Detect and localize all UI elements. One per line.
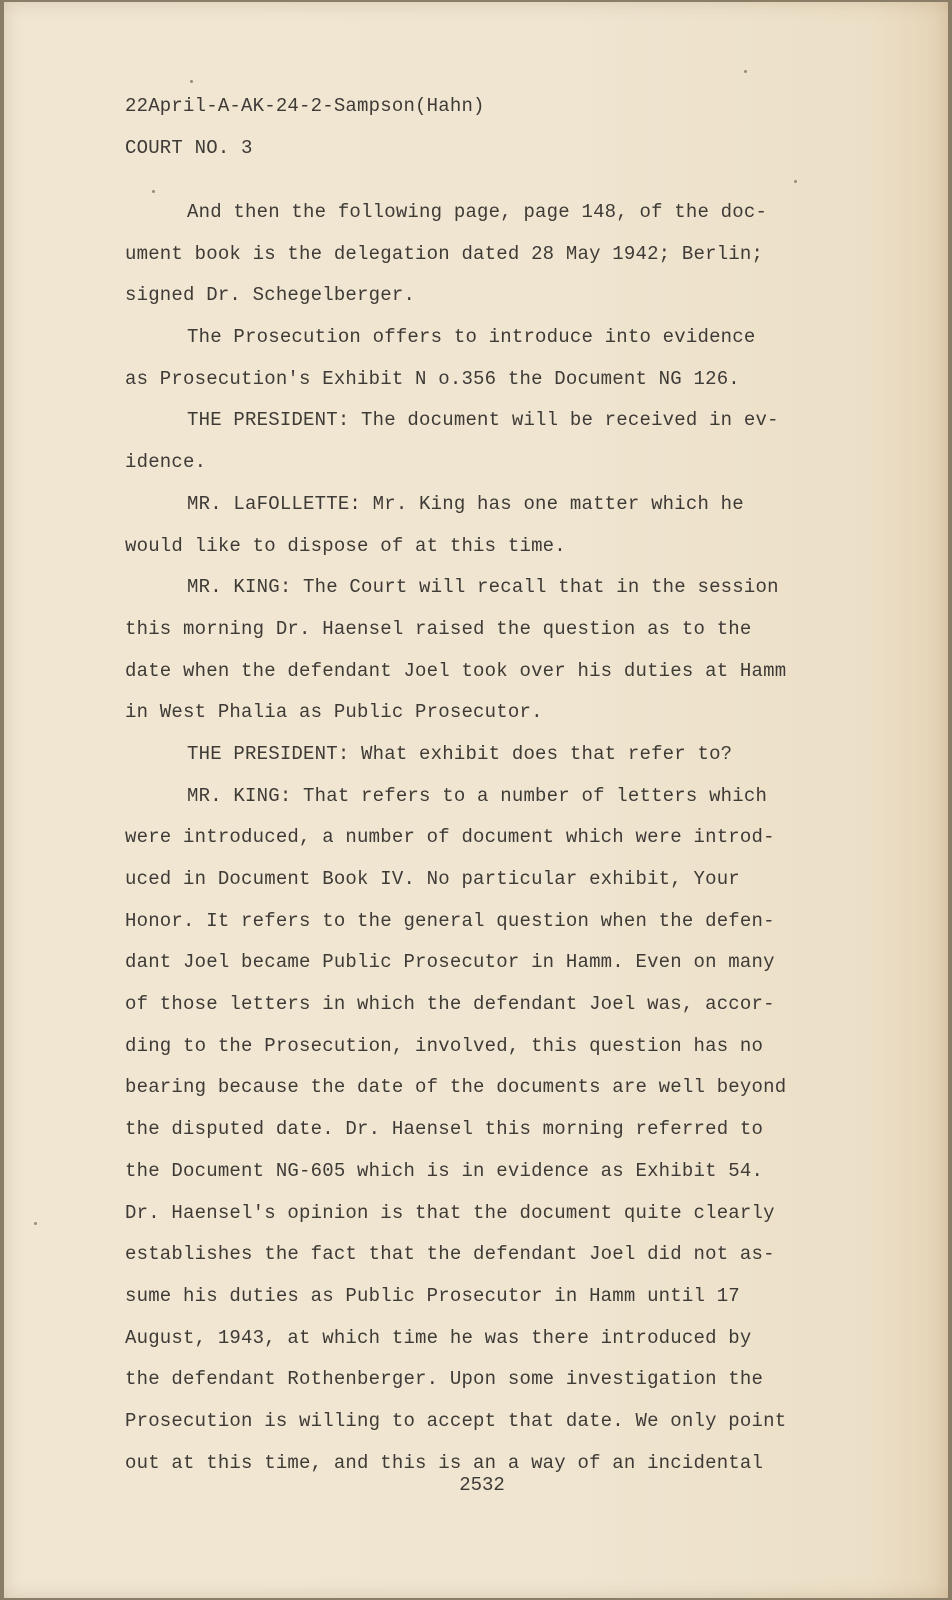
transcript-line: MR. KING: The Court will recall that in the session (187, 576, 779, 599)
transcript-line: signed Dr. Schegelberger. (125, 284, 416, 307)
court-number: COURT NO. 3 (125, 137, 253, 159)
paper-speck (744, 70, 747, 73)
transcript-line: of those letters in which the defendant Joel was, accor- (125, 993, 775, 1016)
paper-speck (190, 80, 193, 83)
transcript-line: dant Joel became Public Prosecutor in Hamm. Even on many (125, 951, 775, 974)
transcript-line: the defendant Rothenberger. Upon some investigation the (125, 1368, 764, 1391)
transcript-line: MR. LaFOLLETTE: Mr. King has one matter which he (187, 492, 744, 515)
transcript-line: August, 1943, at which time he was there introduced by (125, 1326, 752, 1349)
transcript-line: the Document NG-605 which is in evidence as Exhibit 54. (125, 1159, 764, 1182)
document-page (4, 2, 948, 1598)
paper-speck (34, 1222, 37, 1225)
transcript-line: sume his duties as Public Prosecutor in Hamm until 17 (125, 1284, 740, 1307)
paper-speck (152, 190, 155, 193)
transcript-line: And then the following page, page 148, of the doc- (187, 201, 768, 223)
transcript-line: ding to the Prosecution, involved, this question has no (125, 1034, 764, 1057)
paper-speck (794, 180, 797, 183)
transcript-line: as Prosecution's Exhibit N o.356 the Document NG 126. (125, 367, 740, 390)
transcript-line: bearing because the date of the documents are well beyond (125, 1076, 787, 1099)
transcript-line: uced in Document Book IV. No particular exhibit, Your (125, 868, 740, 890)
transcript-line: out at this time, and this is an a way of an incidental (125, 1451, 764, 1474)
transcript-line: The Prosecution offers to introduce into evidence (187, 326, 756, 349)
page-number: 2532 (459, 1474, 505, 1496)
transcript-line: MR. KING: That refers to a number of letters which (187, 784, 768, 807)
document-header: 22April-A-AK-24-2-Sampson(Hahn) (125, 95, 485, 117)
transcript-line: date when the defendant Joel took over his duties at Hamm (125, 659, 787, 682)
transcript-line: Honor. It refers to the general question when the defen- (125, 909, 775, 932)
transcript-line: idence. (125, 451, 207, 474)
transcript-line: establishes the fact that the defendant Joel did not as- (125, 1243, 775, 1266)
transcript-line: THE PRESIDENT: What exhibit does that refer to? (187, 742, 733, 765)
transcript-body (125, 192, 855, 1484)
transcript-line: Dr. Haensel's opinion is that the document quite clearly (125, 1201, 775, 1224)
transcript-line: in West Phalia as Public Prosecutor. (125, 701, 543, 724)
transcript-line: this morning Dr. Haensel raised the question as to the (125, 617, 752, 640)
transcript-line: ument book is the delegation dated 28 May 1942; Berlin; (125, 242, 764, 265)
transcript-line: THE PRESIDENT: The document will be received in ev- (187, 409, 779, 432)
transcript-line: Prosecution is willing to accept that date. We only point (125, 1409, 787, 1432)
transcript-line: were introduced, a number of document which were introd- (125, 826, 775, 849)
transcript-line: would like to dispose of at this time. (125, 534, 566, 557)
transcript-line: the disputed date. Dr. Haensel this morning referred to (125, 1118, 764, 1141)
